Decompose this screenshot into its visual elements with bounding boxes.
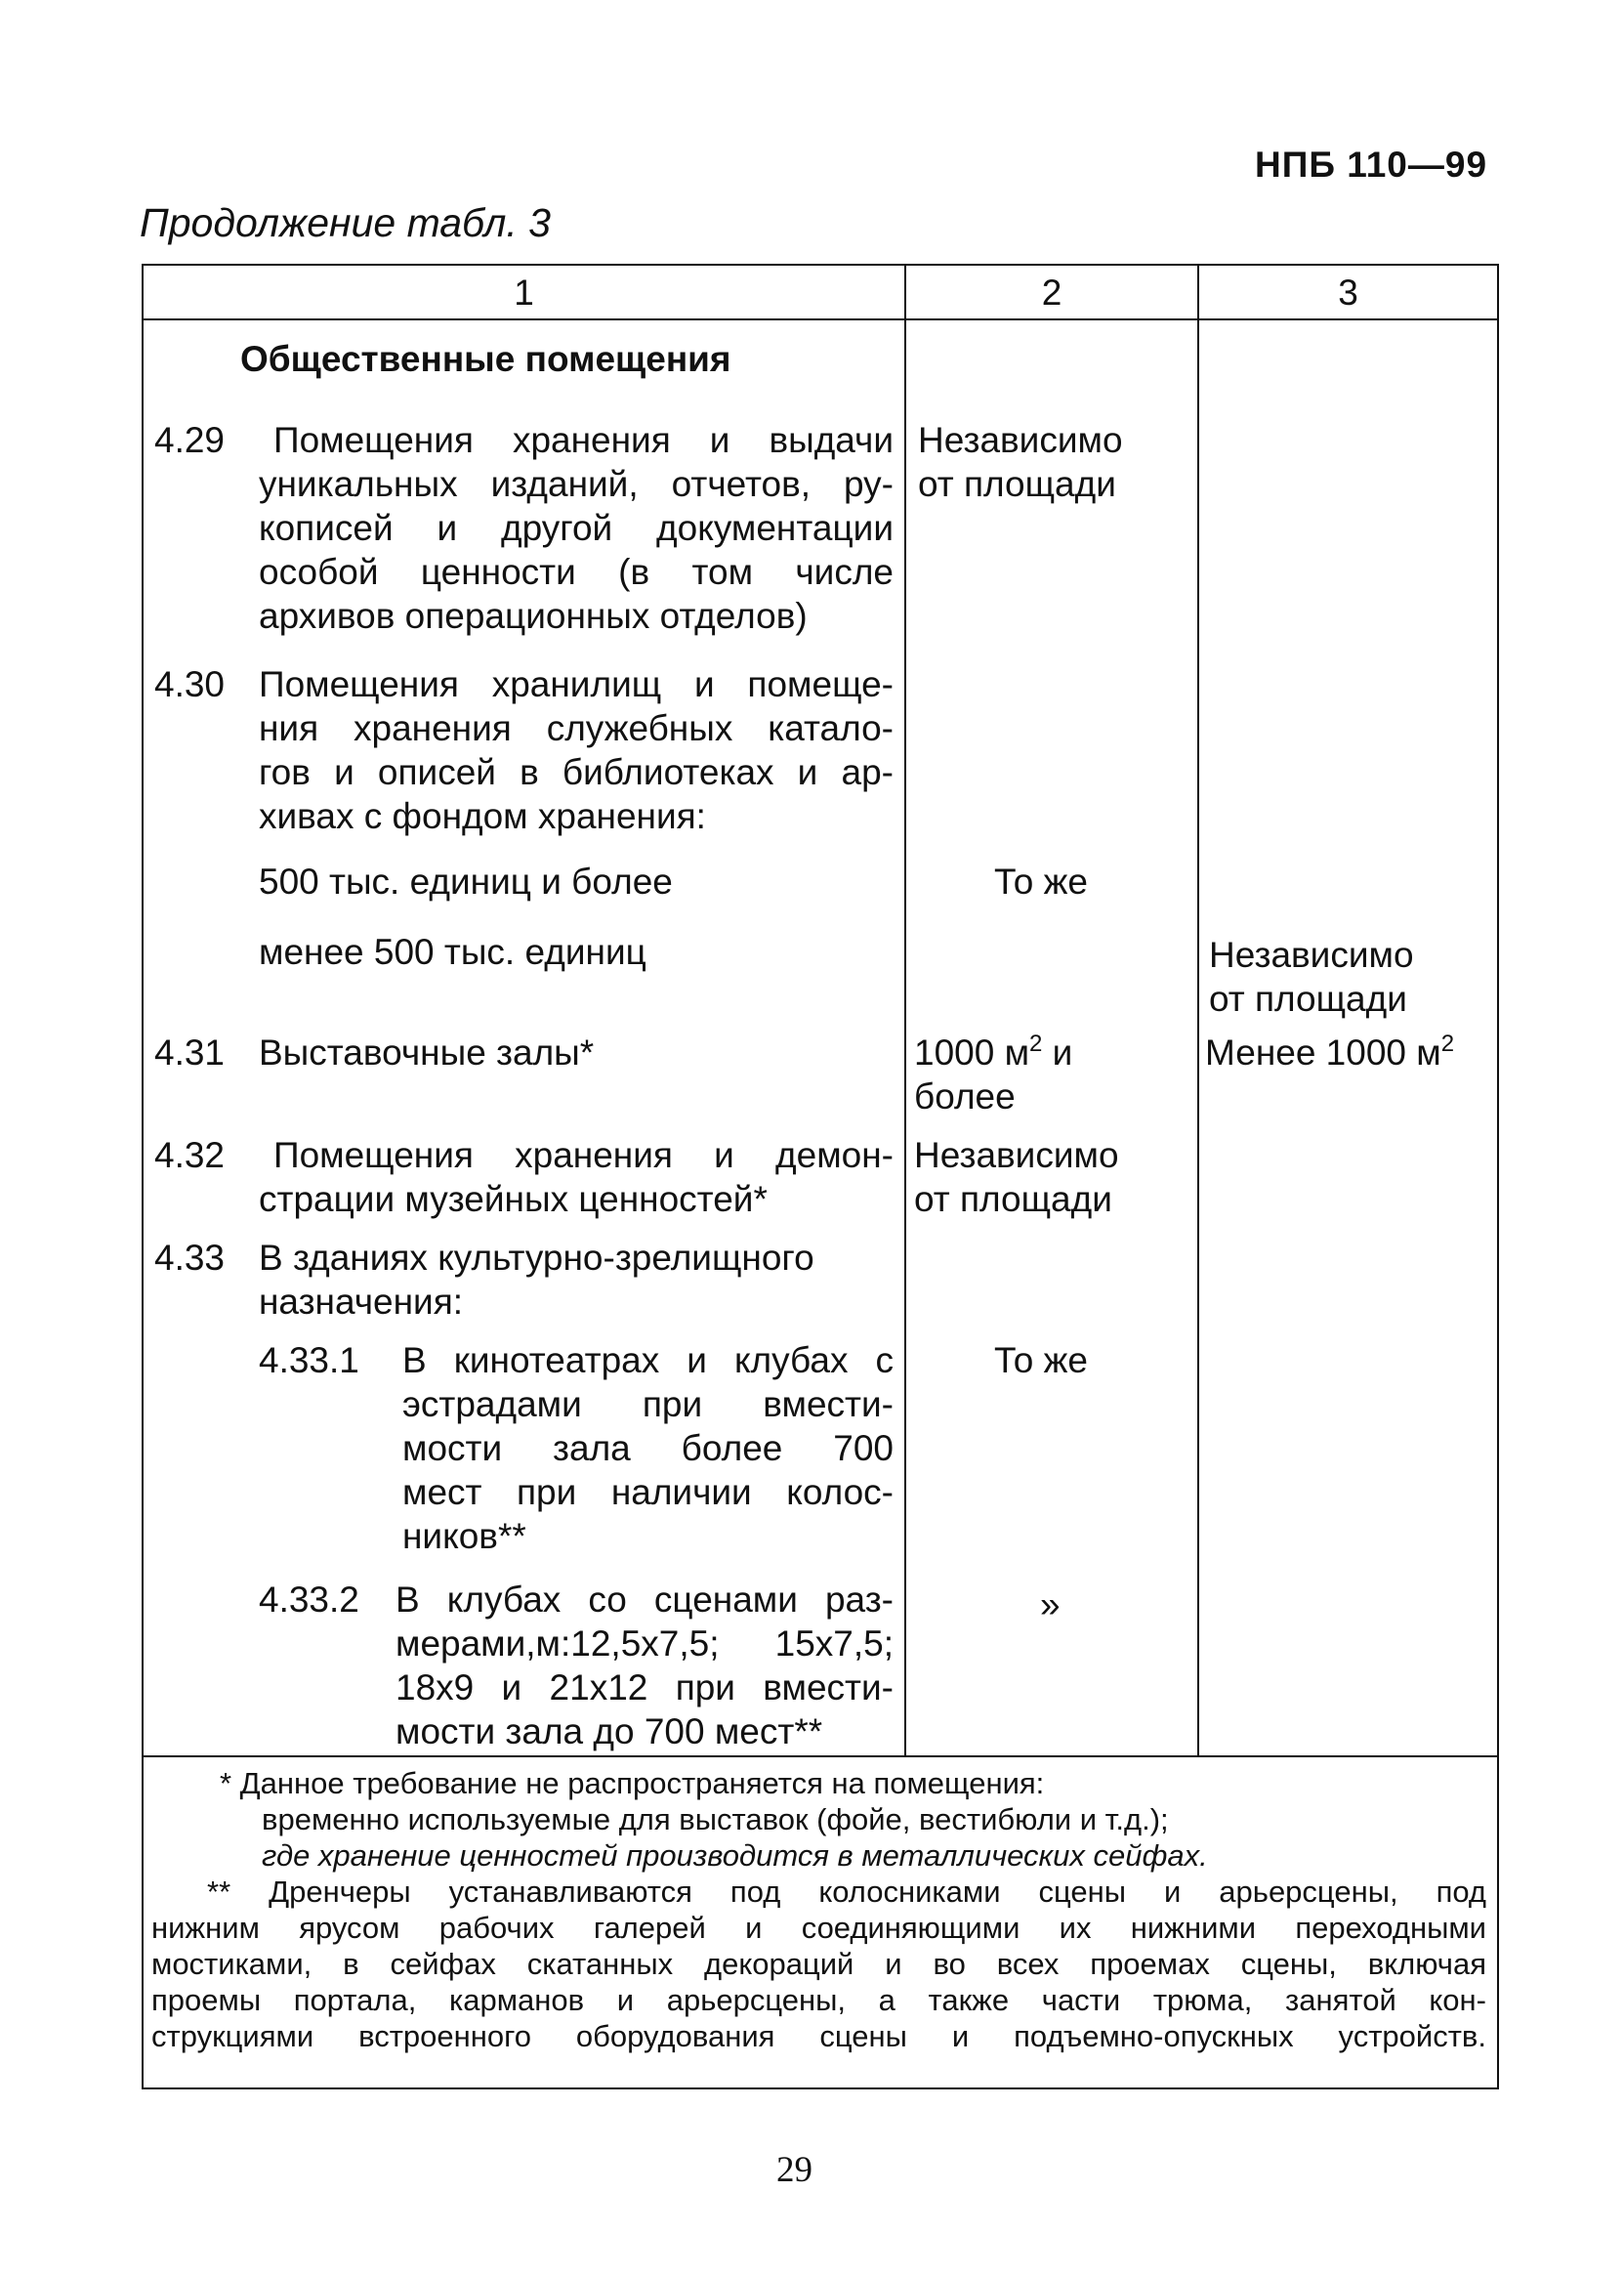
- col2-value: от площади: [914, 1179, 1112, 1219]
- row-text-line: гов и описей в библиотеках и ар-: [259, 752, 894, 792]
- row-text-line: Помещения хранения и демон-: [273, 1135, 894, 1175]
- row-text-line: мости зала более 700: [402, 1428, 894, 1468]
- footnote-separator: [144, 1755, 1497, 1757]
- col2-value: Независимо: [914, 1135, 1119, 1175]
- row-text-line: В кинотеатрах и клубах с: [402, 1340, 894, 1380]
- row-number: 4.31: [154, 1033, 226, 1073]
- col2-value: 1000 $м^2$ и: [914, 1031, 1073, 1073]
- document-code: НПБ 110—99: [1255, 145, 1488, 185]
- row-text-line: мест при наличии колос-: [402, 1472, 894, 1512]
- row-text-line: Помещения хранения и выдачи: [273, 420, 894, 460]
- footnote-line: нижним ярусом рабочих галерей и соединяющими их нижними переходными: [151, 1911, 1486, 1945]
- ditto-mark: »: [1040, 1584, 1061, 1624]
- footnote-line: временно используемые для выставок (фойе, вестибюли и т.д.);: [262, 1802, 1169, 1836]
- column-header-2: 2: [1041, 273, 1062, 313]
- row-number: 4.32: [154, 1135, 226, 1175]
- row-text-line: уникальных изданий, отчетов, ру-: [259, 464, 894, 504]
- row-text-line: назначения:: [259, 1282, 464, 1322]
- table-continuation-caption: Продолжение табл. 3: [140, 200, 551, 245]
- row-text-line: страции музейных ценностей*: [259, 1179, 768, 1219]
- column-header-1: 1: [514, 273, 534, 313]
- row-number: 4.33.1: [259, 1340, 359, 1380]
- row-text-line: ния хранения служебных катало-: [259, 708, 894, 748]
- row-text-line: Выставочные залы*: [259, 1033, 595, 1073]
- sub-item-text: менее 500 тыс. единиц: [259, 932, 646, 972]
- row-text-line: мерами,м:12,5х7,5; 15х7,5;: [396, 1623, 894, 1664]
- row-text-line: хивах с фондом хранения:: [259, 796, 706, 836]
- row-number: 4.29: [154, 420, 226, 460]
- row-text-line: В зданиях культурно-зрелищного: [259, 1238, 814, 1278]
- row-number: 4.33: [154, 1238, 226, 1278]
- column-header-3: 3: [1338, 273, 1358, 313]
- row-text-line: Помещения хранилищ и помеще-: [259, 664, 894, 704]
- footnote-line: ** Дренчеры устанавливаются под колосниками сцены и арьерсцены, под: [207, 1875, 1486, 1909]
- row-number: 4.33.2: [259, 1580, 359, 1620]
- row-text-line: особой ценности (в том числе: [259, 552, 894, 592]
- row-text-line: мости зала до 700 мест**: [396, 1711, 823, 1751]
- footnote-line: мостиками, в сейфах скатанных декораций и во всех проемах сцены, включая: [151, 1947, 1486, 1981]
- col2-value: от площади: [918, 464, 1116, 504]
- col3-value: от площади: [1209, 979, 1407, 1019]
- row-text-line: эстрадами при вмести-: [402, 1384, 894, 1424]
- row-text-line: кописей и другой документации: [259, 508, 894, 548]
- footnote-line: струкциями встроенного оборудования сцены и подъемно-опускных устройств.: [151, 2019, 1486, 2053]
- col2-value: более: [914, 1076, 1016, 1117]
- header-separator: [144, 318, 1497, 320]
- footnote-line: * Данное требование не распространяется на помещения:: [220, 1766, 1045, 1800]
- column-divider-2: [1197, 266, 1199, 1755]
- col3-value: Менее 1000 $м^2$: [1205, 1031, 1455, 1073]
- row-text-line: ников**: [402, 1516, 526, 1556]
- row-text-line: архивов операционных отделов): [259, 596, 808, 636]
- col2-value: То же: [994, 1340, 1088, 1380]
- column-divider-1: [904, 266, 906, 1755]
- section-title: Общественные помещения: [240, 339, 731, 379]
- row-text-line: В клубах со сценами раз-: [396, 1580, 894, 1620]
- col2-value: То же: [994, 862, 1088, 902]
- footnote-line: где хранение ценностей производится в металлических сейфах.: [262, 1838, 1208, 1873]
- footnote-line: проемы портала, карманов и арьерсцены, а также части трюма, занятой кон-: [151, 1983, 1486, 2017]
- col3-value: Независимо: [1209, 935, 1414, 975]
- row-text-line: 18х9 и 21х12 при вмести-: [396, 1667, 894, 1707]
- col2-value: Независимо: [918, 420, 1123, 460]
- page-number: 29: [776, 2150, 812, 2190]
- sub-item-text: 500 тыс. единиц и более: [259, 862, 673, 902]
- row-number: 4.30: [154, 664, 226, 704]
